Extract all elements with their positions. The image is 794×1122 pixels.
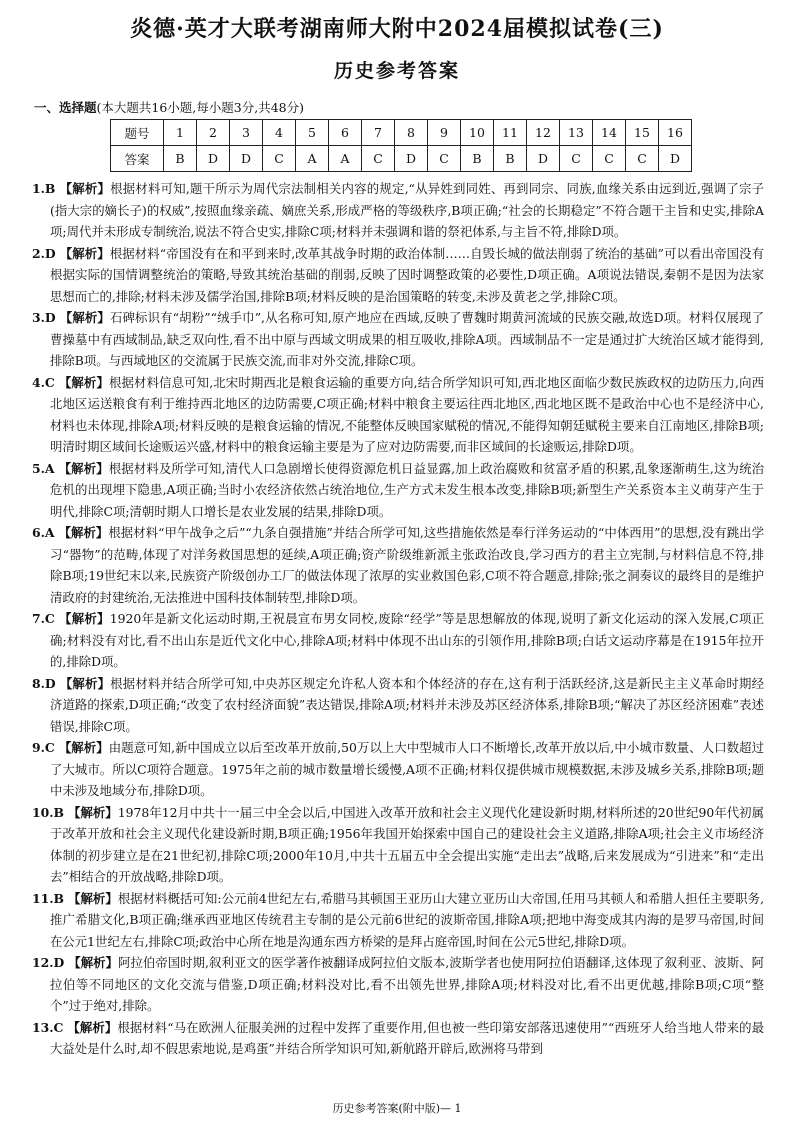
explanation-item xyxy=(32,673,764,738)
section-heading-note: (本大题共16小题,每小题3分,共48分) xyxy=(96,100,304,115)
question-number-cell: 6 xyxy=(329,120,362,146)
answer-cell: D xyxy=(659,146,692,172)
analysis-text: 根据材料信息可知,北宋时期西北是粮食运输的重要方向,结合所学知识可知,西北地区面临少数民族政权的边防压力,向西北地区运送粮食有利于维持西北地区的边防需要,C项正确;材料中粮食主要运往西北地区,西北地区既不是政治中心也不是经济中心,材料也未体现,排除A项;材料反映的是粮食运输的情况,不能整体反映国家赋税的情况,不能得知朝廷赋税主要来自江南地区,排除B项;明清时期区域间长途贩运兴盛,材料中的粮食运输主要是为了应对边防需要,而非区域间的长途贩运,排除D项。 xyxy=(50,374,764,454)
explanation-item xyxy=(32,522,764,608)
question-number-cell: 9 xyxy=(428,120,461,146)
page-footer: 历史参考答案(附中版)— 1 xyxy=(332,1102,462,1115)
analysis-text: 根据材料“甲午战争之后”“九条自强措施”并结合所学可知,这些措施依然是奉行洋务运动的“中体西用”的思想,没有跳出学习“器物”的范畴,体现了对洋务救国思想的延续,A项正确;资产阶级维新派主张政治改良,学习西方的君主立宪制,与材料信息不符,排除B项;19世纪末以来,民族资产阶级创办工厂的做法体现了浓厚的实业救国色彩,C项不符合题意,排除;张之洞奏议的最终目的是维护清政府的封建统治,无法推进中国科技体制转型,排除D项。 xyxy=(50,525,765,605)
question-number-cell: 7 xyxy=(362,120,395,146)
answer-cell: B xyxy=(164,146,197,172)
explanation-item xyxy=(32,458,764,523)
analysis-text: 阿拉伯帝国时期,叙利亚文的医学著作被翻译成阿拉伯文版本,波斯学者也使用阿拉伯语翻译,这体现了叙利亚、波斯、阿拉伯等不同地区的文化交流与借鉴,D项正确;材料没对比,看不出领先世界,排除A项;材料没对比,看不出更优越,排除B项;C项“整个”过于绝对,排除。 xyxy=(50,955,764,1013)
explanation-item xyxy=(32,372,764,458)
answer-cell: C xyxy=(593,146,626,172)
question-answer: 8.D xyxy=(32,675,56,691)
answer-cell: C xyxy=(428,146,461,172)
analysis-tag: 【解析】 xyxy=(59,245,110,261)
explanation-item xyxy=(32,1017,764,1060)
question-number-cell: 11 xyxy=(494,120,527,146)
answer-table xyxy=(110,119,692,172)
question-answer: 10.B xyxy=(32,804,65,820)
analysis-text: 根据材料“马在欧洲人征服美洲的过程中发挥了重要作用,但也被一些印第安部落迅速使用”“西班牙人给当地人带来的最大益处是什么时,却不假思索地说,是鸡蛋”并结合所学知识可知,新航路开辟后,欧洲将马带到 xyxy=(50,1019,764,1056)
analysis-tag: 【解析】 xyxy=(68,890,118,906)
answer-cell: A xyxy=(329,146,362,172)
question-number-cell: 13 xyxy=(560,120,593,146)
explanation-item xyxy=(32,888,764,953)
question-answer: 7.C xyxy=(32,611,55,626)
analysis-text: 根据材料概括可知:公元前4世纪左右,希腊马其顿国王亚历山大建立亚历山大帝国,任用马其顿人和希腊人担任主要职务,推广希腊文化,B项正确;继承西亚地区传统君主专制的是公元前6世纪的波斯帝国,排除A项;把地中海变成其内海的是罗马帝国,时间在公元1世纪左右,排除C项;政治中心所在地是沟通东西方桥梁的是拜占庭帝国,时间在公元5世纪,排除D项。 xyxy=(50,890,765,949)
analysis-tag: 【解析】 xyxy=(59,611,110,626)
question-number-cell: 1 xyxy=(164,120,197,146)
explanation-list xyxy=(32,178,764,1060)
question-number-cell: 14 xyxy=(593,120,626,146)
analysis-text: 根据材料及所学可知,清代人口急剧增长使得资源危机日益显露,加上政治腐败和贫富矛盾的积累,乱象逐渐萌生,这为统治危机的出现埋下隐患,A项正确;当时小农经济依然占统治地位,生产方式未发生根本改变,排除B项;新型生产关系资本主义萌芽产生于明代,排除C项;清朝时期人口增长是农业发展的结果,排除D项。 xyxy=(50,460,764,519)
question-number-cell: 3 xyxy=(230,120,263,146)
question-number-cell: 5 xyxy=(296,120,329,146)
question-number-cell: 8 xyxy=(395,120,428,146)
answer-cell: C xyxy=(560,146,593,172)
explanation-item xyxy=(32,608,764,673)
analysis-tag: 【解析】 xyxy=(68,955,119,970)
answer-table-answer-label: 答案 xyxy=(111,146,164,172)
question-number-cell: 15 xyxy=(626,120,659,146)
analysis-tag: 【解析】 xyxy=(58,525,109,540)
question-answer: 3.D xyxy=(32,310,56,325)
answer-cell: C xyxy=(626,146,659,172)
question-number-cell: 4 xyxy=(263,120,296,146)
question-answer: 4.C xyxy=(32,374,55,390)
question-number-cell: 2 xyxy=(197,120,230,146)
answer-table-number-row xyxy=(111,120,692,146)
explanation-item xyxy=(32,243,764,308)
answer-table-answer-row xyxy=(111,146,692,172)
page-title: 炎德·英才大联考湖南师大附中2024届模拟试卷(三) xyxy=(130,16,664,42)
analysis-text: 石碑标识有“胡粉”“绒手巾”,从名称可知,原产地应在西域,反映了曹魏时期黄河流域的民族交融,故选D项。材料仅展现了曹操墓中有西域制品,缺乏双向性,看不出中原与西域文明成果的相互吸收,排除A项。西域制品不一定是通过扩大统治区域才能得到,排除B项。与西域地区的交流属于民族交流,而非对外交流,排除C项。 xyxy=(50,310,764,368)
analysis-text: 由题意可知,新中国成立以后至改革开放前,50万以上大中型城市人口不断增长,改革开放以后,中小城市数量、人口数超过了大城市。所以C项符合题意。1975年之前的城市数量增长缓慢,A项不正确;材料仅提供城市规模数据,未涉及城乡关系,排除B项;题中未涉及地域分布,排除D项。 xyxy=(50,740,764,798)
question-number-cell: 10 xyxy=(461,120,494,146)
section-heading xyxy=(34,98,304,116)
question-number-cell: 12 xyxy=(527,120,560,146)
analysis-tag: 【解析】 xyxy=(59,310,110,325)
page-subtitle: 历史参考答案 xyxy=(333,60,460,82)
analysis-text: 根据材料“帝国没有在和平到来时,改革其战争时期的政治体制……自毁长城的做法削弱了统治的基础”可以看出帝国没有根据实际的国情调整统治的策略,导致其统治基础的削弱,反映了因时调整政策的必要性,D项正确。A项说法错误,秦朝不是因为法家思想而亡的,排除;材料未涉及儒学治国,排除B项;材料反映的是治国策略的转变,未涉及黄老之学,排除C项。 xyxy=(50,245,765,304)
analysis-text: 1978年12月中共十一届三中全会以后,中国进入改革开放和社会主义现代化建设新时期,材料所述的20世纪90年代初属于改革开放和社会主义现代化建设新时期,B项正确;1956年我国开始探索中国自己的建设社会主义道路,排除A项;社会主义市场经济体制的初步建立是在21世纪初,排除C项;2000年10月,中共十五届五中全会提出实施“走出去”战略,后来发展成为“引进来”和“走出去”相结合的开放战略,排除D项。 xyxy=(50,804,764,884)
explanation-item xyxy=(32,307,764,372)
question-answer: 12.D xyxy=(32,955,65,970)
analysis-tag: 【解析】 xyxy=(67,1019,118,1035)
question-answer: 5.A xyxy=(32,460,55,476)
answer-cell: D xyxy=(230,146,263,172)
answer-cell: A xyxy=(296,146,329,172)
question-answer: 11.B xyxy=(32,890,65,906)
question-answer: 6.A xyxy=(32,525,55,540)
explanation-item xyxy=(32,952,764,1017)
analysis-text: 1920年是新文化运动时期,王祝晨宣布男女同校,废除“经学”等是思想解放的体现,说明了新文化运动的深入发展,C项正确;材料没有对比,看不出山东是近代文化中心,排除A项;材料中体现不出山东的引领作用,排除B项;白话文运动序幕是在1915年拉开的,排除D项。 xyxy=(50,611,765,669)
answer-cell: D xyxy=(527,146,560,172)
analysis-tag: 【解析】 xyxy=(59,675,111,691)
question-answer: 13.C xyxy=(32,1019,64,1035)
section-heading-label: 一、选择题 xyxy=(34,100,97,115)
analysis-tag: 【解析】 xyxy=(68,804,118,820)
analysis-tag: 【解析】 xyxy=(58,740,109,755)
explanation-item xyxy=(32,802,764,888)
question-number-cell: 16 xyxy=(659,120,692,146)
answer-cell: C xyxy=(263,146,296,172)
answer-cell: D xyxy=(197,146,230,172)
analysis-tag: 【解析】 xyxy=(58,374,109,390)
question-answer: 2.D xyxy=(32,245,56,261)
analysis-text: 根据材料可知,题干所示为周代宗法制相关内容的规定,“从异姓到同姓、再到同宗、同族,血缘关系由远到近,强调了宗子(指大宗的嫡长子)的权威”,按照血缘亲疏、嫡庶关系,形成严格的等级秩序,B项正确;“社会的长期稳定”不符合题干主旨和史实,排除A项;周代并未形成专制统治,说法不符合史实,排除C项;材料并未强调和谐的祭祀体系,与主旨不符,排除D项。 xyxy=(50,181,764,239)
answer-cell: B xyxy=(494,146,527,172)
explanation-item xyxy=(32,737,764,802)
answer-table-number-label: 题号 xyxy=(111,120,164,146)
question-answer: 9.C xyxy=(32,740,55,755)
explanation-item xyxy=(32,178,764,243)
answer-cell: D xyxy=(395,146,428,172)
analysis-tag: 【解析】 xyxy=(58,460,109,476)
answer-cell: C xyxy=(362,146,395,172)
question-answer: 1.B xyxy=(32,181,56,196)
analysis-text: 根据材料并结合所学可知,中央苏区规定允许私人资本和个体经济的存在,这有利于活跃经济,这是新民主主义革命时期经济道路的探索,D项正确;“改变了农村经济面貌”表达错误,排除A项;材料并未涉及苏区经济体系,排除B项;“解决了苏区经济困难”表述错误,排除C项。 xyxy=(50,675,764,734)
answer-cell: B xyxy=(461,146,494,172)
analysis-tag: 【解析】 xyxy=(59,181,111,196)
